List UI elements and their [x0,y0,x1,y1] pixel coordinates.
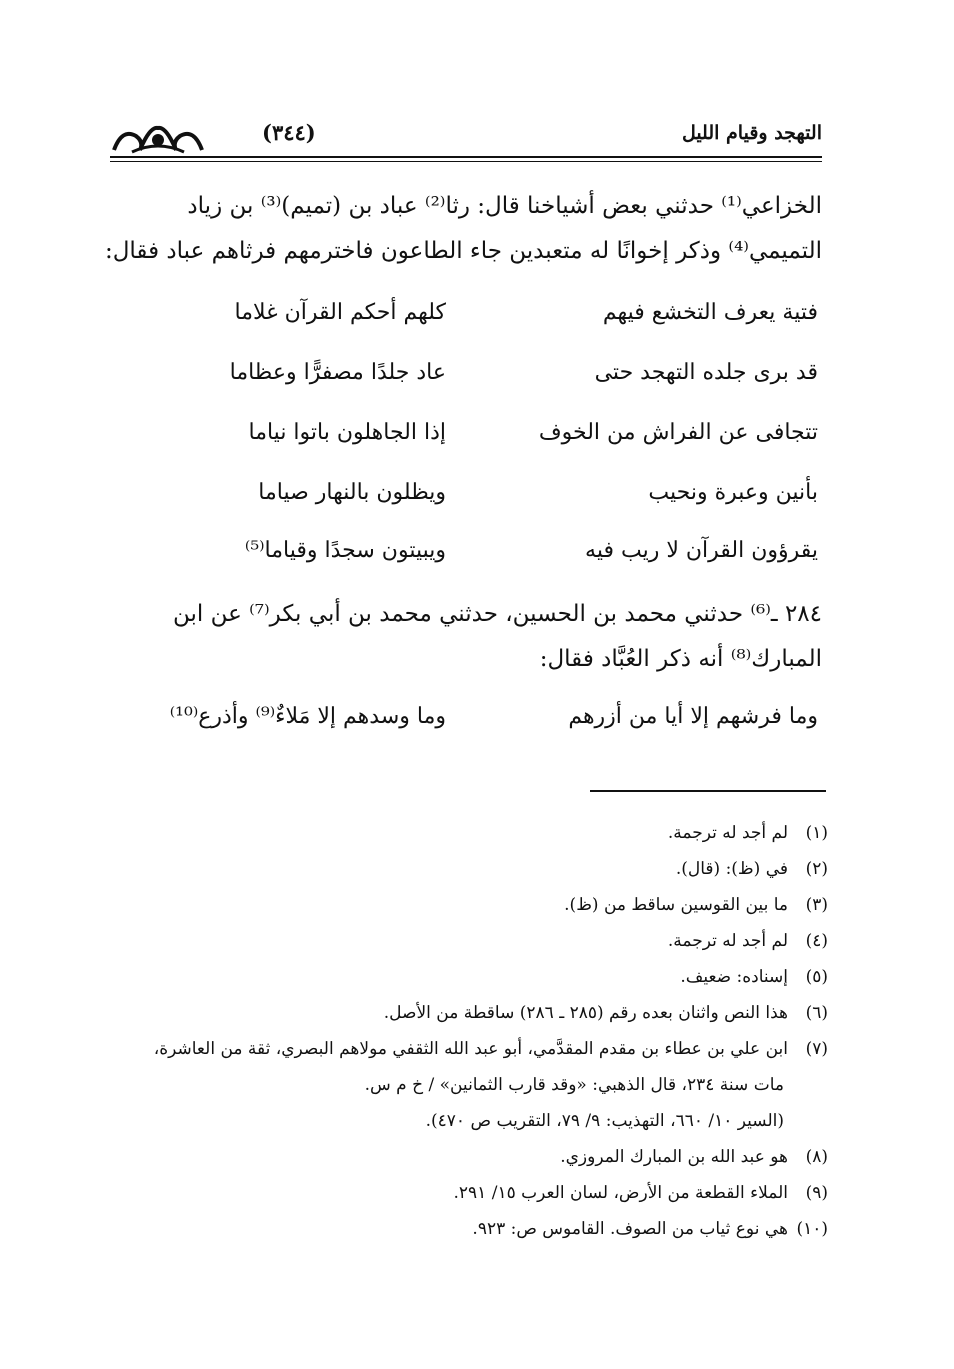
footnote-text: ما بين القوسين ساقط من (ظ). [564,895,788,915]
page-number: (٣٤٤) [262,120,316,145]
running-title: التهجد وقيام الليل [681,122,822,144]
verse-second-hemistich: ويبيتون سجدًا وقياما⁽⁵⁾ [244,538,446,563]
verse-first-hemistich: وما فرشهم إلا أيا من أزرهم [568,704,818,729]
footnote [116,959,828,995]
footnote [116,995,828,1031]
footnote-continuation: مات سنة ٢٣٤، قال الذهبي: «وقد قارب الثمانين» / خ م س. [364,1075,784,1095]
footnote-number: (٤) [805,931,828,951]
footnote-continuation: (السير ١٠/ ٦٦٠، التهذيب: ٩/ ٧٩، التقريب ص ٤٧٠). [425,1111,784,1131]
header-rule-thin [110,161,822,162]
poem-verse [112,538,818,582]
footnotes [116,815,828,1247]
footnote-text: هو عبد الله بن المبارك المروزي. [560,1147,788,1167]
footnote [116,923,828,959]
verse-second-hemistich: إذا الجاهلون باتوا نياما [248,420,446,445]
footnote [116,1031,828,1067]
page-header [110,118,822,168]
footnote [116,851,828,887]
footnote-number: (١) [805,823,828,843]
paragraph-2 [110,592,822,682]
footnote [116,1175,828,1211]
paragraph-1 [104,184,822,274]
ornament-icon [110,118,206,160]
verse-first-hemistich: يقرؤون القرآن لا ريب فيه [585,538,818,563]
footnote-number: (٨) [805,1147,828,1167]
poem-verse [112,420,818,464]
footnote-text: إسناده: ضعيف. [680,967,788,987]
footnote [116,1139,828,1175]
header-rule [110,156,822,158]
footnote-number: (٧) [805,1039,828,1059]
footnote-number: (٥) [805,967,828,987]
footnote-number: (٢) [805,859,828,879]
verse-second-hemistich: وما وسدهم إلا مَلاءٌ⁽⁹⁾ وأذرع⁽¹⁰⁾ [169,704,446,729]
paragraph-line: ٢٨٤ ـ⁽⁶⁾ حدثني محمد بن الحسين، حدثني محمد بن أبي بكر⁽⁷⁾ عن ابن [172,601,822,627]
verse-second-hemistich: ويظلون بالنهار صياما [258,480,446,505]
footnote-text: هي نوع ثياب من الصوف. القاموس ص: ٩٢٣. [472,1219,788,1239]
poem-verse [112,704,818,748]
paragraph-line: الخزاعي⁽¹⁾ حدثني بعض أشياخنا قال: رثا⁽²⁾ عباد بن (تميم)⁽³⁾ بن زياد [187,193,822,219]
footnote-text: ابن علي بن عطاء بن مقدم المقدَّمي، أبو عبد الله الثقفي مولاهم البصري، ثقة من العاشرة، [153,1039,788,1059]
poem-verse [112,360,818,404]
footnote-number: (٦) [805,1003,828,1023]
footnote-number: (٣) [805,895,828,915]
footnote-number: (٩) [805,1183,828,1203]
footnote [116,887,828,923]
poem-verse [112,300,818,344]
footnote-text: لم أجد له ترجمة. [667,823,788,843]
paragraph-line: التميمي⁽⁴⁾ وذكر إخوانًا له متعبدين جاء الطاعون فاخترمهم فرثاهم عباد فقال: [104,238,822,264]
verse-first-hemistich: تتجافى عن الفراش من الخوف [538,420,818,445]
poem-verse [112,480,818,524]
footnote-text: الملاء القطعة من الأرض، لسان العرب ١٥/ ٢٩١. [453,1183,788,1203]
verse-second-hemistich: عاد جلدًا مصفرًّا وعظاما [229,360,446,385]
verse-first-hemistich: فتية يعرف التخشع فيهم [602,300,818,325]
verse-first-hemistich: قد برى جلده التهجد حتى [594,360,818,385]
footnote [116,815,828,851]
footnote-text: هذا النص واثنان بعده رقم (٢٨٥ ـ ٢٨٦) ساقطة من الأصل. [383,1003,788,1023]
verse-first-hemistich: بأنين وعبرة ونحيب [648,480,818,505]
footnote-text: لم أجد له ترجمة. [667,931,788,951]
verse-second-hemistich: كلهم أحكم القرآن غلاما [234,300,446,325]
paragraph-line: المبارك⁽⁸⁾ أنه ذكر العُبَّاد فقال: [539,646,822,672]
footnote-divider [590,790,826,792]
footnote [116,1211,828,1247]
footnote-text: في (ظ): (قال). [675,859,788,879]
footnote-number: (١٠) [796,1219,828,1239]
